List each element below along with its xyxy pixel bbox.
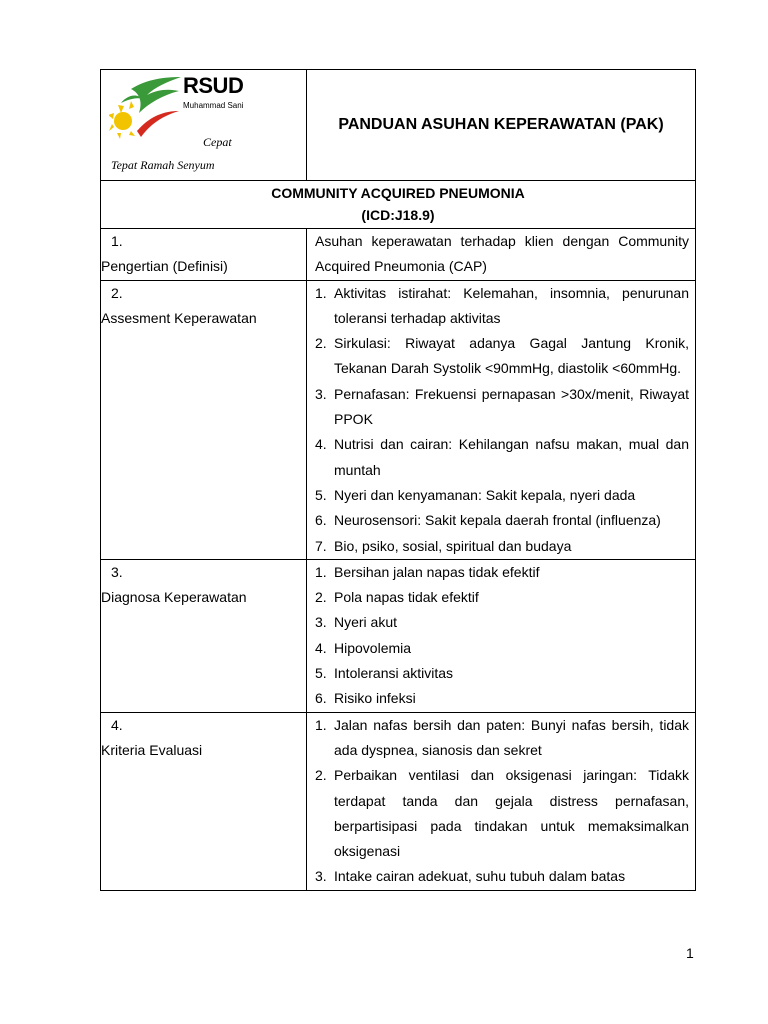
section-row [101, 712, 696, 890]
section-content [307, 229, 696, 281]
pak-table [100, 69, 696, 891]
list-item: 4. Hipovolemia [315, 639, 412, 656]
list-item: 2. Pola napas tidak efektif [315, 589, 479, 606]
section-content [307, 559, 696, 712]
disease-icd: (ICD:J18.9) [361, 207, 435, 223]
section-label-cell [101, 559, 307, 712]
hospital-name: Muhammad Sani [183, 101, 244, 110]
list-item: 3. Pernafasan: Frekuensi pernapasan >30x/menit, Riwayat PPOK [315, 385, 689, 428]
list-item: 1. Aktivitas istirahat: Kelemahan, insomnia, penurunan toleransi terhadap aktivitas [315, 284, 689, 326]
section-number: 2. [111, 284, 123, 301]
section-label: Diagnosa Keperawatan [101, 589, 247, 606]
section-content [307, 712, 696, 890]
list-item: 4. Nutrisi dan cairan: Kehilangan nafsu makan, mual dan muntah [315, 436, 689, 478]
header-row [101, 70, 696, 181]
list-item: 5. Intoleransi aktivitas [315, 665, 454, 682]
section-row [101, 229, 696, 281]
list-item: 3. Intake cairan adekuat, suhu tubuh dalam batas [315, 868, 626, 885]
document-title: PANDUAN ASUHAN KEPERAWATAN (PAK) [307, 70, 696, 181]
list-item: 6. Risiko infeksi [315, 690, 416, 707]
section-row [101, 559, 696, 712]
hospital-logo [107, 73, 251, 177]
section-label: Pengertian (Definisi) [101, 258, 228, 275]
list-item: 7. Bio, psiko, sosial, spiritual dan budaya [315, 537, 572, 554]
list-item: 2. Perbaikan ventilasi dan oksigenasi jaringan: Tidakk terdapat tanda dan gejala distress pernafasan, berpartisipasi pada tindakan untuk memaksimalkan oksigenasi [315, 767, 689, 860]
evaluation-list [315, 713, 689, 890]
list-item: 5. Nyeri dan kenyamanan: Sakit kepala, nyeri dada [315, 486, 636, 503]
section-row [101, 280, 696, 559]
section-number: 1. [111, 233, 123, 249]
diagnosis-list [315, 560, 689, 712]
list-item: 1. Bersihan jalan napas tidak efektif [315, 563, 540, 580]
tagline-line1: Cepat [203, 135, 232, 149]
disease-name: COMMUNITY ACQUIRED PNEUMONIA [271, 185, 525, 201]
section-label-cell [101, 229, 307, 281]
disease-row [101, 181, 696, 229]
assessment-list [315, 281, 689, 559]
section-label-cell [101, 712, 307, 890]
tagline-line2: Tepat Ramah Senyum [111, 158, 215, 172]
list-item: 1. Jalan nafas bersih dan paten: Bunyi nafas bersih, tidak ada dyspnea, sianosis dan sekret [315, 716, 689, 758]
disease-heading [101, 181, 696, 229]
section-content [307, 280, 696, 559]
list-item: 6. Neurosensori: Sakit kepala daerah frontal (influenza) [315, 512, 661, 529]
definition-text: Asuhan keperawatan terhadap klien dengan Community Acquired Pneumonia (CAP) [315, 233, 689, 275]
section-label: Assesment Keperawatan [101, 309, 257, 326]
section-number: 3. [111, 563, 123, 580]
section-number: 4. [111, 716, 123, 733]
list-item: 2. Sirkulasi: Riwayat adanya Gagal Jantung Kronik, Tekanan Darah Systolik <90mmHg, diastolik <60mmHg. [315, 335, 689, 377]
list-item: 3. Nyeri akut [315, 614, 398, 631]
page-number: 1 [686, 945, 694, 961]
logo-text: RSUD [183, 73, 244, 98]
logo-cell [101, 70, 307, 181]
section-label-cell [101, 280, 307, 559]
rsud-logo-icon [109, 73, 183, 139]
section-label: Kriteria Evaluasi [101, 741, 203, 758]
